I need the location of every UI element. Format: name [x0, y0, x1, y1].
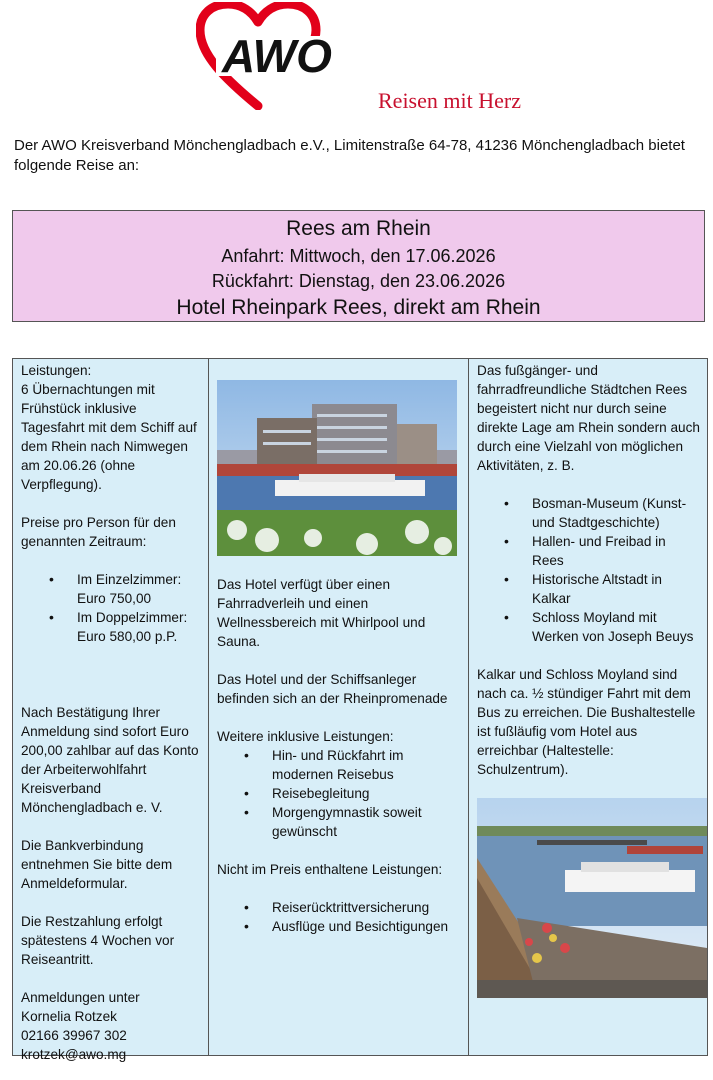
contact-email[interactable]: krotzek@awo.mg — [21, 1047, 127, 1062]
return-date: Rückfahrt: Dienstag, den 23.06.2026 — [211, 271, 506, 291]
services-column — [13, 359, 209, 1062]
contact-phone: 02166 39967 302 — [21, 1028, 127, 1043]
contact-name: Kornelia Rotzek — [21, 1009, 117, 1024]
hotel-column — [209, 359, 469, 1055]
price-list — [21, 570, 202, 646]
rest-payment-text: Die Restzahlung erfolgt spätestens 4 Wochen vor Reiseantritt. — [21, 914, 175, 967]
price-double: • Im Doppelzimmer: Euro 580,00 p.P. — [21, 608, 202, 646]
included-list — [217, 746, 462, 841]
included-heading: Weitere inklusive Leistungen: — [217, 729, 394, 744]
excluded-item: • Reiserücktrittversicherung — [217, 898, 462, 917]
tagline: Reisen mit Herz — [378, 88, 521, 113]
activity-item: • Bosman-Museum (Kunst- und Stadtgeschichte) — [477, 494, 701, 532]
included-item: • Morgengymnastik soweit gewünscht — [217, 803, 462, 841]
trip-title: Rees am Rhein — [286, 217, 431, 240]
hotel-name: Hotel Rheinpark Rees, direkt am Rhein — [176, 296, 541, 319]
payment-text: Nach Bestätigung Ihrer Anmeldung sind sofort Euro 200,00 zahlbar auf das Konto der Arbeiterwohlfahrt Kreisverband Mönchengladbach e. V. — [21, 705, 199, 815]
promenade-photo — [477, 798, 707, 998]
hotel-photo — [217, 380, 457, 556]
included-item: • Reisebegleitung — [217, 784, 462, 803]
services-text: 6 Übernachtungen mit Frühstück inklusive Tagesfahrt mit dem Schiff auf dem Rhein nach Nimwegen am 20.06.26 (ohne Verpflegung). — [21, 382, 197, 492]
transport-text: Kalkar und Schloss Moyland sind nach ca. ½ stündiger Fahrt mit dem Bus zu erreichen. Die Bushaltestelle ist fußläufig vom Hotel aus erreichbar (Haltestelle: Schulzentrum). — [477, 667, 696, 777]
details-table — [12, 358, 708, 1062]
excluded-list — [217, 898, 462, 936]
departure-date: Anfahrt: Mittwoch, den 17.06.2026 — [221, 246, 496, 266]
activities-list — [477, 494, 701, 646]
activity-item: • Schloss Moyland mit Werken von Joseph Beuys — [477, 608, 701, 646]
awo-logo — [196, 2, 356, 110]
activities-column — [469, 359, 707, 1055]
hotel-location: Das Hotel und der Schiffsanleger befinden sich an der Rheinpromenade — [217, 672, 448, 706]
activity-item: • Hallen- und Freibad in Rees — [477, 532, 701, 570]
excluded-heading: Nicht im Preis enthaltene Leistungen: — [217, 862, 443, 877]
town-intro: Das fußgänger- und fahrradfreundliche Städtchen Rees begeistert nicht nur durch seine direkte Lage am Rhein sondern auch durch eine Vielzahl von möglichen Aktivitäten, z. B. — [477, 363, 700, 473]
trip-summary-box — [12, 210, 705, 322]
logo-text: AWO — [222, 30, 332, 82]
activity-item: • Historische Altstadt in Kalkar — [477, 570, 701, 608]
bank-text: Die Bankverbindung entnehmen Sie bitte dem Anmeldeformular. — [21, 838, 173, 891]
intro-text: Der AWO Kreisverband Mönchengladbach e.V., Limitenstraße 64-78, 41236 Mönchengladbach bietet folgende Reise an: — [14, 137, 685, 174]
excluded-item: • Ausflüge und Besichtigungen — [217, 917, 462, 936]
included-item: • Hin- und Rückfahrt im modernen Reisebus — [217, 746, 462, 784]
price-single: • Im Einzelzimmer: Euro 750,00 — [21, 570, 202, 608]
prices-heading: Preise pro Person für den genannten Zeitraum: — [21, 515, 176, 549]
hotel-features: Das Hotel verfügt über einen Fahrradverleih und einen Wellnessbereich mit Whirlpool und Sauna. — [217, 577, 426, 649]
services-heading: Leistungen: — [21, 363, 92, 378]
contact-heading: Anmeldungen unter — [21, 990, 140, 1005]
